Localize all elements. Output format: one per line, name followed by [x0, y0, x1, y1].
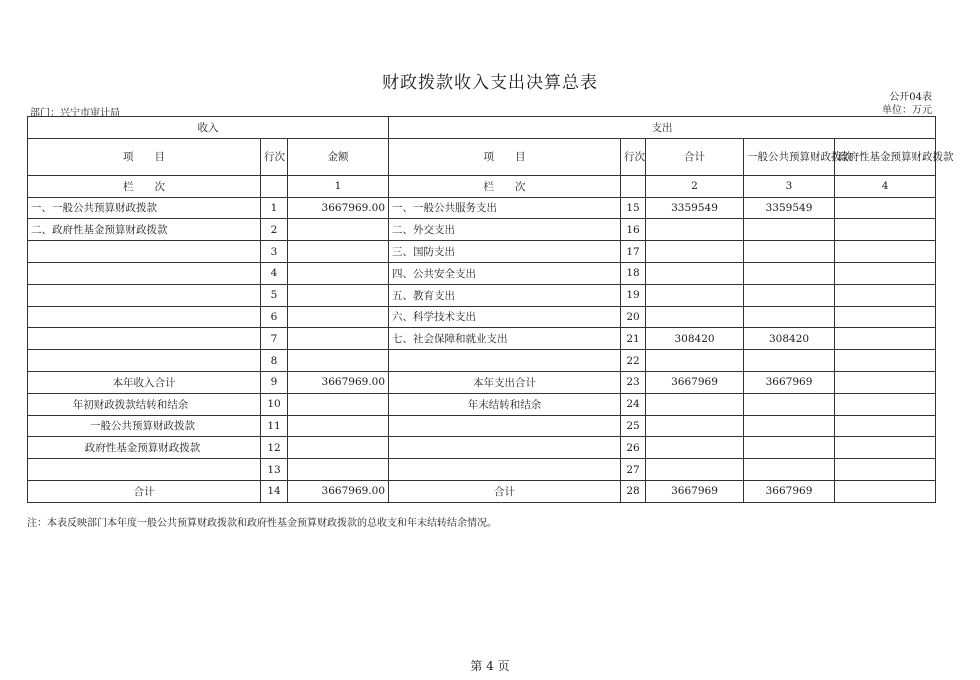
- expense-rowno-cell: 19: [621, 284, 646, 306]
- table-body: [28, 197, 936, 502]
- page-number: 第 4 页: [470, 659, 510, 673]
- finance-table: [27, 116, 954, 503]
- income-rowno-cell: 5: [261, 284, 288, 306]
- expense-rowno-cell: 21: [621, 328, 646, 350]
- expense-rowno-cell: 18: [621, 262, 646, 284]
- general-budget-cell: [744, 393, 835, 415]
- income-item-cell: 一、一般公共预算财政拨款: [28, 197, 261, 219]
- column-number-row: [28, 175, 936, 197]
- income-item-cell: [28, 241, 261, 263]
- expense-item-header: 项 目: [389, 138, 621, 175]
- unit-label: 单位：万元: [882, 105, 932, 116]
- income-amount-cell: [288, 219, 389, 241]
- expense-rowno-cell: 17: [621, 241, 646, 263]
- income-amount-cell: [288, 459, 389, 481]
- report-title: 财政拨款收入支出决算总表: [382, 73, 598, 93]
- income-amount-cell: [288, 284, 389, 306]
- fund-budget-cell: [835, 371, 936, 393]
- header-row-columns: [28, 138, 936, 175]
- table-row: [28, 371, 936, 393]
- income-rowno-cell: 11: [261, 415, 288, 437]
- income-item-cell: [28, 350, 261, 372]
- header-row-sections: [28, 117, 936, 139]
- fund-budget-cell: [835, 437, 936, 459]
- expense-rowno-cell: 28: [621, 480, 646, 502]
- expense-item-cell: 三、国防支出: [389, 241, 621, 263]
- income-item-cell: 合计: [28, 480, 261, 502]
- income-rowno-cell: 12: [261, 437, 288, 459]
- expense-total-cell: [646, 306, 744, 328]
- general-budget-header: 一般公共预算财政拨款: [744, 138, 835, 175]
- income-item-header: 项 目: [28, 138, 261, 175]
- department-label: 部门：兴宁市审计局: [30, 108, 120, 119]
- expense-total-cell: 3359549: [646, 197, 744, 219]
- expense-total-cell: 3667969: [646, 371, 744, 393]
- expense-rowno-cell: 16: [621, 219, 646, 241]
- empty-cell: [621, 175, 646, 197]
- col-number-3: 3: [744, 175, 835, 197]
- table-row: [28, 328, 936, 350]
- income-item-cell: [28, 262, 261, 284]
- income-rowno-cell: 1: [261, 197, 288, 219]
- expense-total-cell: [646, 241, 744, 263]
- footnote: 注：本表反映部门本年度一般公共预算财政拨款和政府性基金预算财政拨款的总收支和年末结转结余情况。: [27, 518, 497, 529]
- expense-item-cell: 年末结转和结余: [389, 393, 621, 415]
- col-number-4: 4: [835, 175, 936, 197]
- general-budget-cell: [744, 437, 835, 459]
- expense-item-cell: 二、外交支出: [389, 219, 621, 241]
- fund-budget-cell: [835, 262, 936, 284]
- expense-total-cell: [646, 219, 744, 241]
- income-item-cell: 二、政府性基金预算财政拨款: [28, 219, 261, 241]
- table-row: [28, 219, 936, 241]
- income-rowno-cell: 6: [261, 306, 288, 328]
- general-budget-cell: [744, 350, 835, 372]
- fund-budget-cell: [835, 241, 936, 263]
- income-rowno-cell: 9: [261, 371, 288, 393]
- expense-rowno-cell: 25: [621, 415, 646, 437]
- table-row: [28, 284, 936, 306]
- expense-total-cell: 3667969: [646, 480, 744, 502]
- income-amount-cell: [288, 415, 389, 437]
- general-budget-cell: [744, 459, 835, 481]
- general-budget-cell: 3359549: [744, 197, 835, 219]
- expense-rowno-cell: 15: [621, 197, 646, 219]
- expense-rowno-cell: 20: [621, 306, 646, 328]
- table-row: [28, 393, 936, 415]
- expense-rowno-cell: 24: [621, 393, 646, 415]
- general-budget-cell: [744, 241, 835, 263]
- expense-total-cell: [646, 262, 744, 284]
- fund-budget-cell: [835, 197, 936, 219]
- table-row: [28, 415, 936, 437]
- expense-item-cell: 一、一般公共服务支出: [389, 197, 621, 219]
- income-rowno-cell: 7: [261, 328, 288, 350]
- table-row: [28, 262, 936, 284]
- table-row: [28, 306, 936, 328]
- fund-budget-cell: [835, 480, 936, 502]
- expense-item-cell: [389, 437, 621, 459]
- fund-budget-cell: [835, 219, 936, 241]
- income-amount-cell: 3667969.00: [288, 480, 389, 502]
- income-rowno-cell: 3: [261, 241, 288, 263]
- expense-total-cell: [646, 284, 744, 306]
- expense-column-label: 栏 次: [389, 175, 621, 197]
- income-item-cell: 政府性基金预算财政拨款: [28, 437, 261, 459]
- income-section-header: 收入: [28, 117, 389, 139]
- general-budget-cell: [744, 219, 835, 241]
- fund-budget-cell: [835, 306, 936, 328]
- income-amount-header: 金额: [288, 138, 389, 175]
- general-budget-cell: 3667969: [744, 480, 835, 502]
- col-number-2: 2: [646, 175, 744, 197]
- fund-budget-cell: [835, 328, 936, 350]
- expense-item-cell: [389, 459, 621, 481]
- fund-budget-cell: [835, 284, 936, 306]
- income-amount-cell: [288, 262, 389, 284]
- expense-rowno-cell: 23: [621, 371, 646, 393]
- table-row: [28, 480, 936, 502]
- table-row: [28, 437, 936, 459]
- income-item-cell: [28, 459, 261, 481]
- empty-cell: [261, 175, 288, 197]
- general-budget-cell: [744, 415, 835, 437]
- income-rowno-cell: 8: [261, 350, 288, 372]
- table-row: [28, 241, 936, 263]
- expense-total-cell: [646, 459, 744, 481]
- expense-item-cell: [389, 350, 621, 372]
- expense-item-cell: [389, 415, 621, 437]
- general-budget-cell: [744, 284, 835, 306]
- income-item-cell: [28, 306, 261, 328]
- expense-item-cell: 六、科学技术支出: [389, 306, 621, 328]
- income-rowno-cell: 13: [261, 459, 288, 481]
- table-row: [28, 350, 936, 372]
- col-number-1: 1: [288, 175, 389, 197]
- fund-budget-cell: [835, 350, 936, 372]
- income-amount-cell: [288, 241, 389, 263]
- income-amount-cell: [288, 393, 389, 415]
- income-item-cell: 本年收入合计: [28, 371, 261, 393]
- income-item-cell: [28, 328, 261, 350]
- expense-item-cell: 五、教育支出: [389, 284, 621, 306]
- expense-rowno-cell: 22: [621, 350, 646, 372]
- general-budget-cell: 308420: [744, 328, 835, 350]
- income-amount-cell: 3667969.00: [288, 197, 389, 219]
- fund-budget-cell: [835, 415, 936, 437]
- expense-rowno-cell: 27: [621, 459, 646, 481]
- general-budget-cell: [744, 262, 835, 284]
- general-budget-cell: 3667969: [744, 371, 835, 393]
- expense-total-cell: [646, 415, 744, 437]
- expense-total-cell: [646, 393, 744, 415]
- form-code: 公开04表: [889, 92, 932, 103]
- income-rowno-cell: 10: [261, 393, 288, 415]
- table-row: [28, 459, 936, 481]
- income-amount-cell: [288, 437, 389, 459]
- fund-budget-cell: [835, 459, 936, 481]
- expense-item-cell: 合计: [389, 480, 621, 502]
- income-rowno-header: 行次: [261, 138, 288, 175]
- income-rowno-cell: 4: [261, 262, 288, 284]
- income-item-cell: [28, 284, 261, 306]
- income-rowno-cell: 14: [261, 480, 288, 502]
- expense-total-cell: [646, 350, 744, 372]
- general-budget-cell: [744, 306, 835, 328]
- expense-total-cell: [646, 437, 744, 459]
- expense-total-cell: 308420: [646, 328, 744, 350]
- income-rowno-cell: 2: [261, 219, 288, 241]
- expense-item-cell: 四、公共安全支出: [389, 262, 621, 284]
- income-amount-cell: [288, 328, 389, 350]
- fund-budget-header: 政府性基金预算财政拨款: [835, 138, 936, 175]
- expense-rowno-cell: 26: [621, 437, 646, 459]
- table-row: [28, 197, 936, 219]
- income-amount-cell: [288, 350, 389, 372]
- expense-item-cell: 七、社会保障和就业支出: [389, 328, 621, 350]
- income-column-label: 栏 次: [28, 175, 261, 197]
- fund-budget-cell: [835, 393, 936, 415]
- expense-total-header: 合计: [646, 138, 744, 175]
- income-item-cell: 一般公共预算财政拨款: [28, 415, 261, 437]
- income-amount-cell: [288, 306, 389, 328]
- expense-item-cell: 本年支出合计: [389, 371, 621, 393]
- expense-section-header: 支出: [389, 117, 936, 139]
- expense-rowno-header: 行次: [621, 138, 646, 175]
- income-item-cell: 年初财政拨款结转和结余: [28, 393, 261, 415]
- income-amount-cell: 3667969.00: [288, 371, 389, 393]
